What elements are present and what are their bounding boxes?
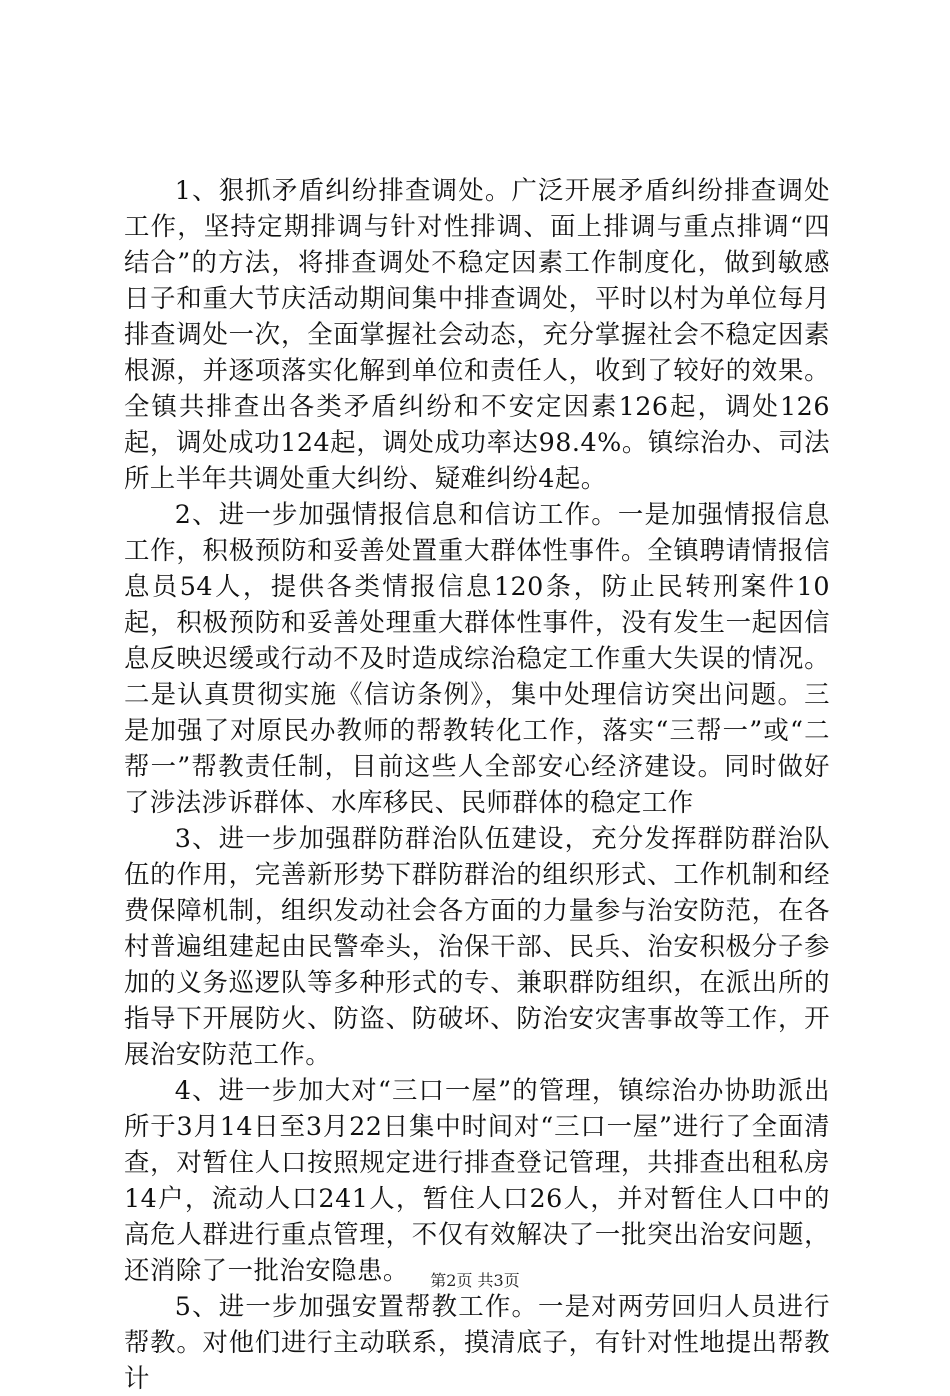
- document-body: [124, 172, 830, 1396]
- paragraph-2: 2、进一步加强情报信息和信访工作。一是加强情报信息工作，积极预防和妥善处置重大群体性事件。全镇聘请情报信息员54人，提供各类情报信息120条，防止民转刑案件10起，积极预防和妥善处理重大群体性事件，没有发生一起因信息反映迟缓或行动不及时造成综治稳定工作重大失误的情况。二是认真贯彻实施《信访条例》，集中处理信访突出问题。三是加强了对原民办教师的帮教转化工作，落实“三帮一”或“二帮一”帮教责任制，目前这些人全部安心经济建设。同时做好了涉法涉诉群体、水库移民、民师群体的稳定工作: [124, 499, 830, 817]
- paragraph-1: 1、狠抓矛盾纠纷排查调处。广泛开展矛盾纠纷排查调处工作，坚持定期排调与针对性排调、面上排调与重点排调“四结合”的方法，将排查调处不稳定因素工作制度化，做到敏感日子和重大节庆活动期间集中排查调处，平时以村为单位每月排查调处一次，全面掌握社会动态，充分掌握社会不稳定因素根源，并逐项落实化解到单位和责任人，收到了较好的效果。全镇共排查出各类矛盾纠纷和不安定因素126起，调处126起，调处成功124起，调处成功率达98.4%。镇综治办、司法所上半年共调处重大纠纷、疑难纠纷4起。: [124, 175, 830, 493]
- paragraph-5: 5、进一步加强安置帮教工作。一是对两劳回归人员进行帮教。对他们进行主动联系，摸清底子，有针对性地提出帮教计: [124, 1291, 830, 1393]
- page-number-footer: 第2页 共3页: [430, 1271, 520, 1290]
- paragraph-3: 3、进一步加强群防群治队伍建设，充分发挥群防群治队伍的作用，完善新形势下群防群治的组织形式、工作机制和经费保障机制，组织发动社会各方面的力量参与治安防范，在各村普遍组建起由民警牵头，治保干部、民兵、治安积极分子参加的义务巡逻队等多种形式的专、兼职群防组织，在派出所的指导下开展防火、防盗、防破坏、防治安灾害事故等工作，开展治安防范工作。: [124, 823, 830, 1069]
- paragraph-4: 4、进一步加大对“三口一屋”的管理，镇综治办协助派出所于3月14日至3月22日集中时间对“三口一屋”进行了全面清查，对暂住人口按照规定进行排查登记管理，共排查出租私房14户，流动人口241人，暂住人口26人，并对暂住人口中的高危人群进行重点管理，不仅有效解决了一批突出治安问题，还消除了一批治安隐患。: [124, 1075, 830, 1285]
